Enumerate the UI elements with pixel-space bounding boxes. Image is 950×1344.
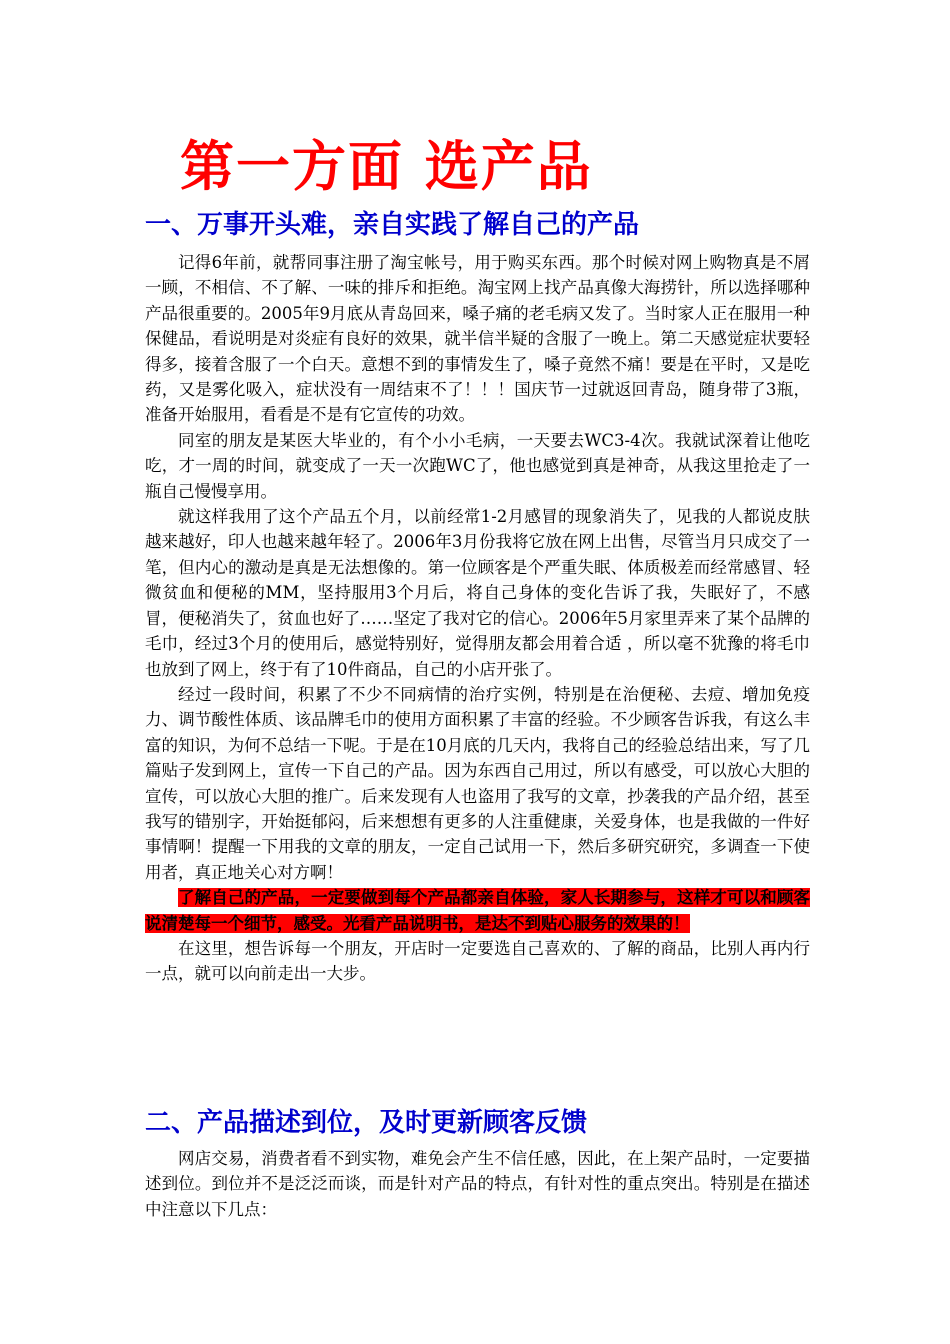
highlighted-paragraph [145,885,810,936]
highlight-text: 了解自己的产品，一定要做到每个产品都亲自体验，家人长期参与，这样才可以和顾客说清楚每一个细节，感受。光看产品说明书，是达不到贴心服务的效果的！ [145,888,810,933]
paragraph: 记得6年前，就帮同事注册了淘宝帐号，用于购买东西。那个时候对网上购物真是不屑一顾，不相信、不了解、一味的排斥和拒绝。淘宝网上找产品真像大海捞针，所以选择哪种产品很重要的。2005年9月底从青岛回来，嗓子痛的老毛病又发了。当时家人正在服用一种保健品，看说明是对炎症有良好的效果，就半信半疑的含服了一晚上。第二天感觉症状要轻得多，接着含服了一个白天。意想不到的事情发生了，嗓子竟然不痛！要是在平时，又是吃药，又是雾化吸入，症状没有一周结束不了！！！国庆节一过就返回青岛，随身带了3瓶，准备开始服用，看看是不是有它宣传的功效。 [145,253,810,425]
section-2-body [145,1146,810,1222]
paragraph: 网店交易，消费者看不到实物，难免会产生不信任感，因此，在上架产品时，一定要描述到位。到位并不是泛泛而谈，而是针对产品的特点，有针对性的重点突出。特别是在描述中注意以下几点： [145,1149,810,1219]
section-2-heading: 二、产品描述到位，及时更新顾客反馈 [145,1108,588,1138]
paragraph: 同室的朋友是某医大毕业的，有个小小毛病，一天要去WC3-4次。我就试深着让他吃吃，才一周的时间，就变成了一天一次跑WC了，他也感觉到真是神奇，从我这里抢走了一瓶自己慢慢享用。 [145,430,810,501]
section-1-body [145,250,810,987]
paragraph: 经过一段时间，积累了不少不同病情的治疗实例，特别是在治便秘、去痘、增加免疫力、调节酸性体质、该品牌毛巾的使用方面积累了丰富的经验。不少顾客告诉我，有这么丰富的知识，为何不总结一下呢。于是在10月底的几天内，我将自己的经验总结出来，写了几篇贴子发到网上，宣传一下自己的产品。因为东西自己用过，所以有感受，可以放心大胆的宣传，可以放心大胆的推广。后来发现有人也盗用了我写的文章，抄袭我的产品介绍，甚至我写的错别字，开始挺郁闷，后来想想有更多的人注重健康，关爱身体，也是我做的一件好事情啊！提醒一下用我的文章的朋友，一定自己试用一下，然后多研究研究，多调查一下使用者，真正地关心对方啊！ [145,684,810,882]
paragraph: 在这里，想告诉每一个朋友，开店时一定要选自己喜欢的、了解的商品，比别人再内行一点，就可以向前走出一大步。 [145,938,810,984]
page-title: 第一方面 选产品 [180,135,593,198]
paragraph: 就这样我用了这个产品五个月，以前经常1-2月感冒的现象消失了，见我的人都说皮肤越来越好，印人也越来越年轻了。2006年3月份我将它放在网上出售，尽管当月只成交了一笔，但内心的激动是真是无法想像的。第一位顾客是个严重失眠、体质极差而经常感冒、轻微贫血和便秘的MM，坚持服用3个月后，将自己身体的变化告诉了我，失眠好了，不感冒，便秘消失了，贫血也好了……坚定了我对它的信心。2006年5月家里弄来了某个品牌的毛巾，经过3个月的使用后，感觉特别好，觉得朋友都会用着合适 ，所以毫不犹豫的将毛巾也放到了网上，终于有了10件商品，自己的小店开张了。 [145,507,810,679]
section-1-heading: 一、万事开头难，亲自实践了解自己的产品 [145,210,640,240]
